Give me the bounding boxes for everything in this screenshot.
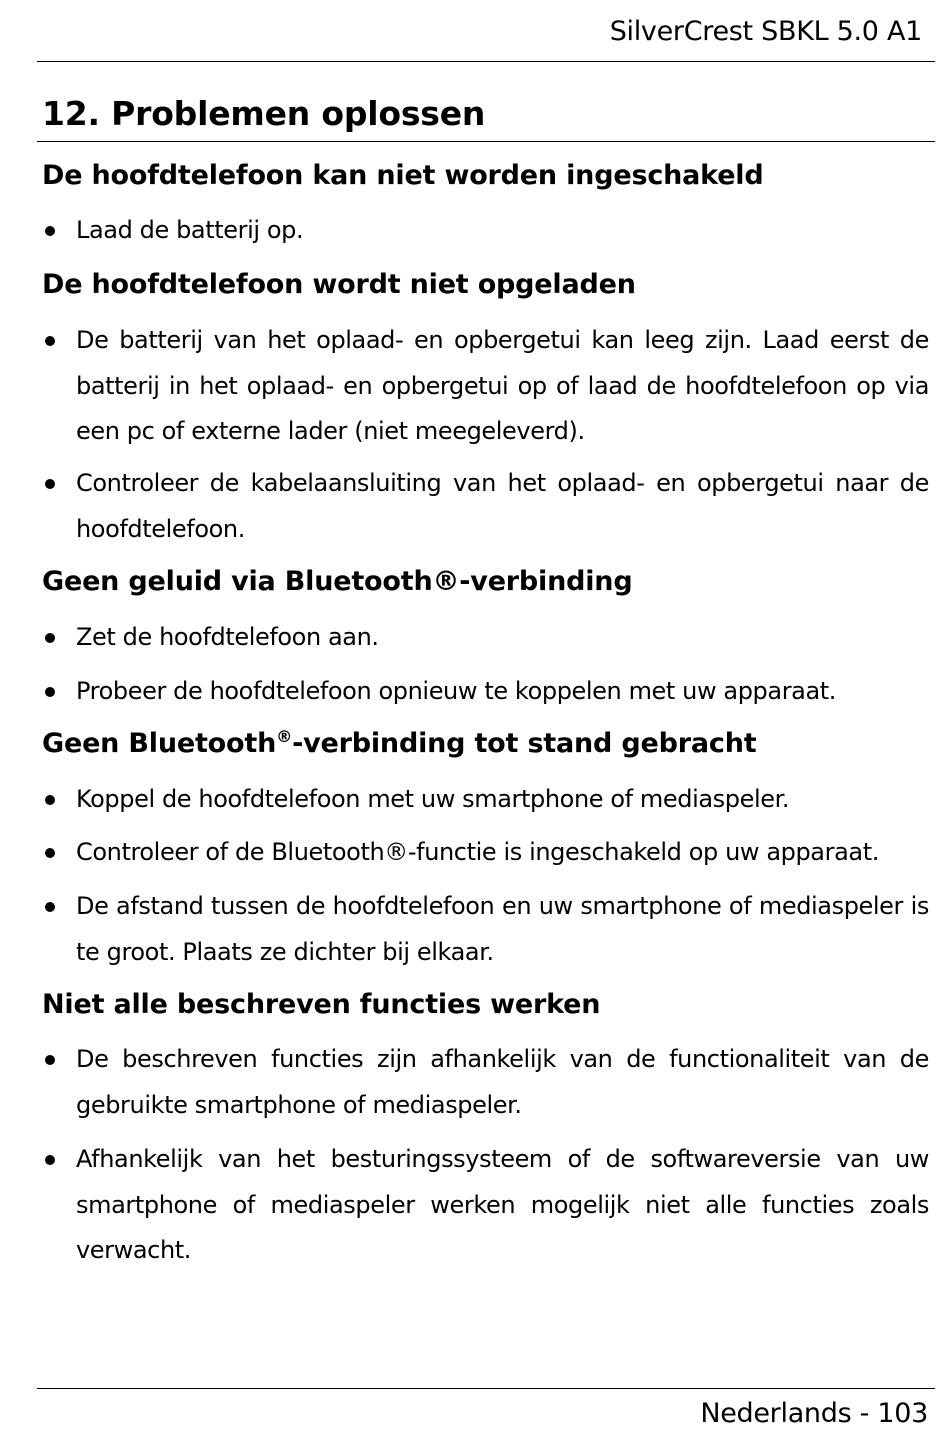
list-item [42, 318, 929, 455]
list-item [42, 461, 929, 552]
list-item [42, 1037, 929, 1128]
bullet-icon [45, 226, 55, 236]
page-title: 12. Problemen oplossen [42, 94, 486, 133]
list-item [42, 777, 929, 823]
bullet-icon [45, 902, 55, 912]
list-item [42, 884, 929, 975]
registered-mark: ® [276, 727, 293, 746]
bullet-icon [45, 795, 55, 805]
list-item-text: Afhankelijk van het besturingssysteem of de softwareversie van uw smartphone of mediaspeler werken mogelijk niet alle functies zoals verwacht. [76, 1145, 929, 1264]
section-heading-no-connection [42, 726, 756, 762]
bullet-icon [45, 1055, 55, 1065]
header-divider [37, 61, 935, 62]
page-number: Nederlands - 103 [700, 1398, 928, 1429]
section-heading-cannot-switch-on: De hoofdtelefoon kan niet worden ingeschakeld [42, 160, 764, 191]
list-item [42, 1137, 929, 1274]
section-heading-part: -verbinding tot stand gebracht [292, 728, 757, 759]
list-item [42, 208, 929, 254]
list-item [42, 830, 929, 876]
list-item-text: Zet de hoofdtelefoon aan. [76, 623, 379, 651]
list-item-text: Laad de batterij op. [76, 216, 304, 244]
list-item [42, 615, 929, 661]
bullet-icon [45, 336, 55, 346]
section-heading-not-charging: De hoofdtelefoon wordt niet opgeladen [42, 269, 636, 300]
list-item [42, 669, 929, 715]
bullet-icon [45, 687, 55, 697]
bullet-icon [45, 633, 55, 643]
section-heading-no-sound: Geen geluid via Bluetooth®-verbinding [42, 566, 633, 597]
footer-divider [37, 1388, 935, 1389]
list-item-text: De beschreven functies zijn afhankelijk van de functionaliteit van de gebruikte smartphone of mediaspeler. [76, 1045, 929, 1119]
bullet-icon [45, 848, 55, 858]
list-item-text: De batterij van het oplaad- en opbergetui kan leeg zijn. Laad eerst de batterij in het oplaad- en opbergetui op of laad de hoofdtelefoon op via een pc of externe lader (niet meegeleverd). [76, 326, 929, 445]
list-item-text: Koppel de hoofdtelefoon met uw smartphone of mediaspeler. [76, 785, 790, 813]
header-product-name: SilverCrest SBKL 5.0 A1 [609, 16, 922, 47]
bullet-icon [45, 479, 55, 489]
bullet-icon [45, 1155, 55, 1165]
list-item-text: Controleer de kabelaansluiting van het oplaad- en opbergetui naar de hoofdtelefoon. [76, 469, 929, 543]
list-item-text: Probeer de hoofdtelefoon opnieuw te koppelen met uw apparaat. [76, 677, 837, 705]
list-item-text: De afstand tussen de hoofdtelefoon en uw smartphone of mediaspeler is te groot. Plaats ze dichter bij elkaar. [76, 892, 929, 966]
section-heading-part: Geen Bluetooth [42, 728, 277, 759]
section-heading-functions-not-working: Niet alle beschreven functies werken [42, 989, 601, 1020]
list-item-text: Controleer of de Bluetooth®-functie is ingeschakeld op uw apparaat. [76, 838, 879, 866]
title-divider [37, 141, 935, 142]
